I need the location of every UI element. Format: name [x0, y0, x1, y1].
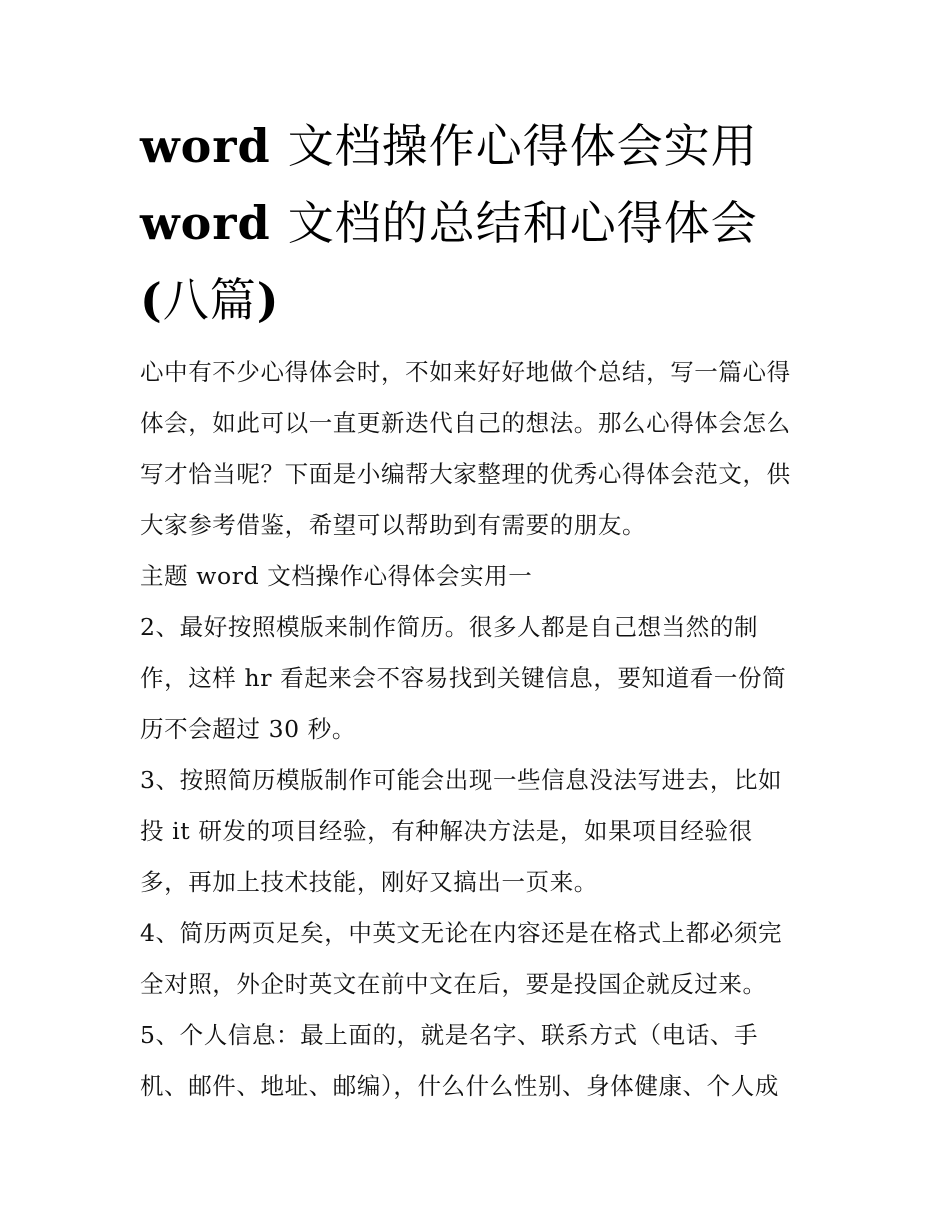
text-line: 写才恰当呢？下面是小编帮大家整理的优秀心得体会范文，供: [140, 460, 791, 488]
section-heading: [140, 551, 815, 602]
text-line: 多，再加上技术技能，刚好又搞出一页来。: [140, 868, 598, 896]
list-item-2: [140, 602, 815, 755]
title-cjk: 文档操作心得体会实用: [287, 119, 758, 173]
list-item-4: [140, 908, 815, 1010]
title-cjk: 八篇: [162, 273, 257, 327]
title-cjk: 文档的总结和心得体会: [287, 196, 758, 250]
text-line: 主题 word 文档操作心得体会实用一: [140, 562, 533, 590]
list-item-3: [140, 755, 815, 908]
text-line: 4、简历两页足矣，中英文无论在内容还是在格式上都必须完: [140, 919, 783, 947]
text-line: 全对照，外企时英文在前中文在后，要是投国企就反过来。: [140, 970, 767, 998]
text-line: 大家参考借鉴，希望可以帮助到有需要的朋友。: [140, 511, 647, 539]
text-line: 投 it 研发的项目经验，有种解决方法是，如果项目经验很: [140, 817, 753, 845]
list-item-5: [140, 1010, 815, 1112]
title-line: [140, 262, 815, 339]
text-line: 2、最好按照模版来制作简历。很多人都是自己想当然的制: [140, 613, 759, 641]
title-line: [140, 108, 815, 185]
text-line: 5、个人信息：最上面的，就是名字、联系方式（电话、手: [140, 1021, 759, 1049]
document-title: [140, 108, 815, 339]
title-paren-open: (: [140, 273, 163, 327]
title-line: [140, 185, 815, 262]
text-line: 机、邮件、地址、邮编），什么什么性别、身体健康、个人成: [140, 1072, 779, 1100]
title-latin: word: [140, 119, 288, 173]
document-body: [140, 108, 815, 1112]
text-line: 历不会超过 30 秒。: [140, 715, 356, 743]
text-line: 体会，如此可以一直更新迭代自己的想法。那么心得体会怎么: [140, 409, 791, 437]
intro-paragraph: [140, 347, 815, 551]
text-line: 心中有不少心得体会时，不如来好好地做个总结，写一篇心得: [140, 358, 791, 386]
text-line: 作，这样 hr 看起来会不容易找到关键信息，要知道看一份简: [140, 664, 787, 692]
title-paren-close: ): [256, 273, 280, 327]
title-latin: word: [140, 196, 288, 250]
text-line: 3、按照简历模版制作可能会出现一些信息没法写进去，比如: [140, 766, 783, 794]
